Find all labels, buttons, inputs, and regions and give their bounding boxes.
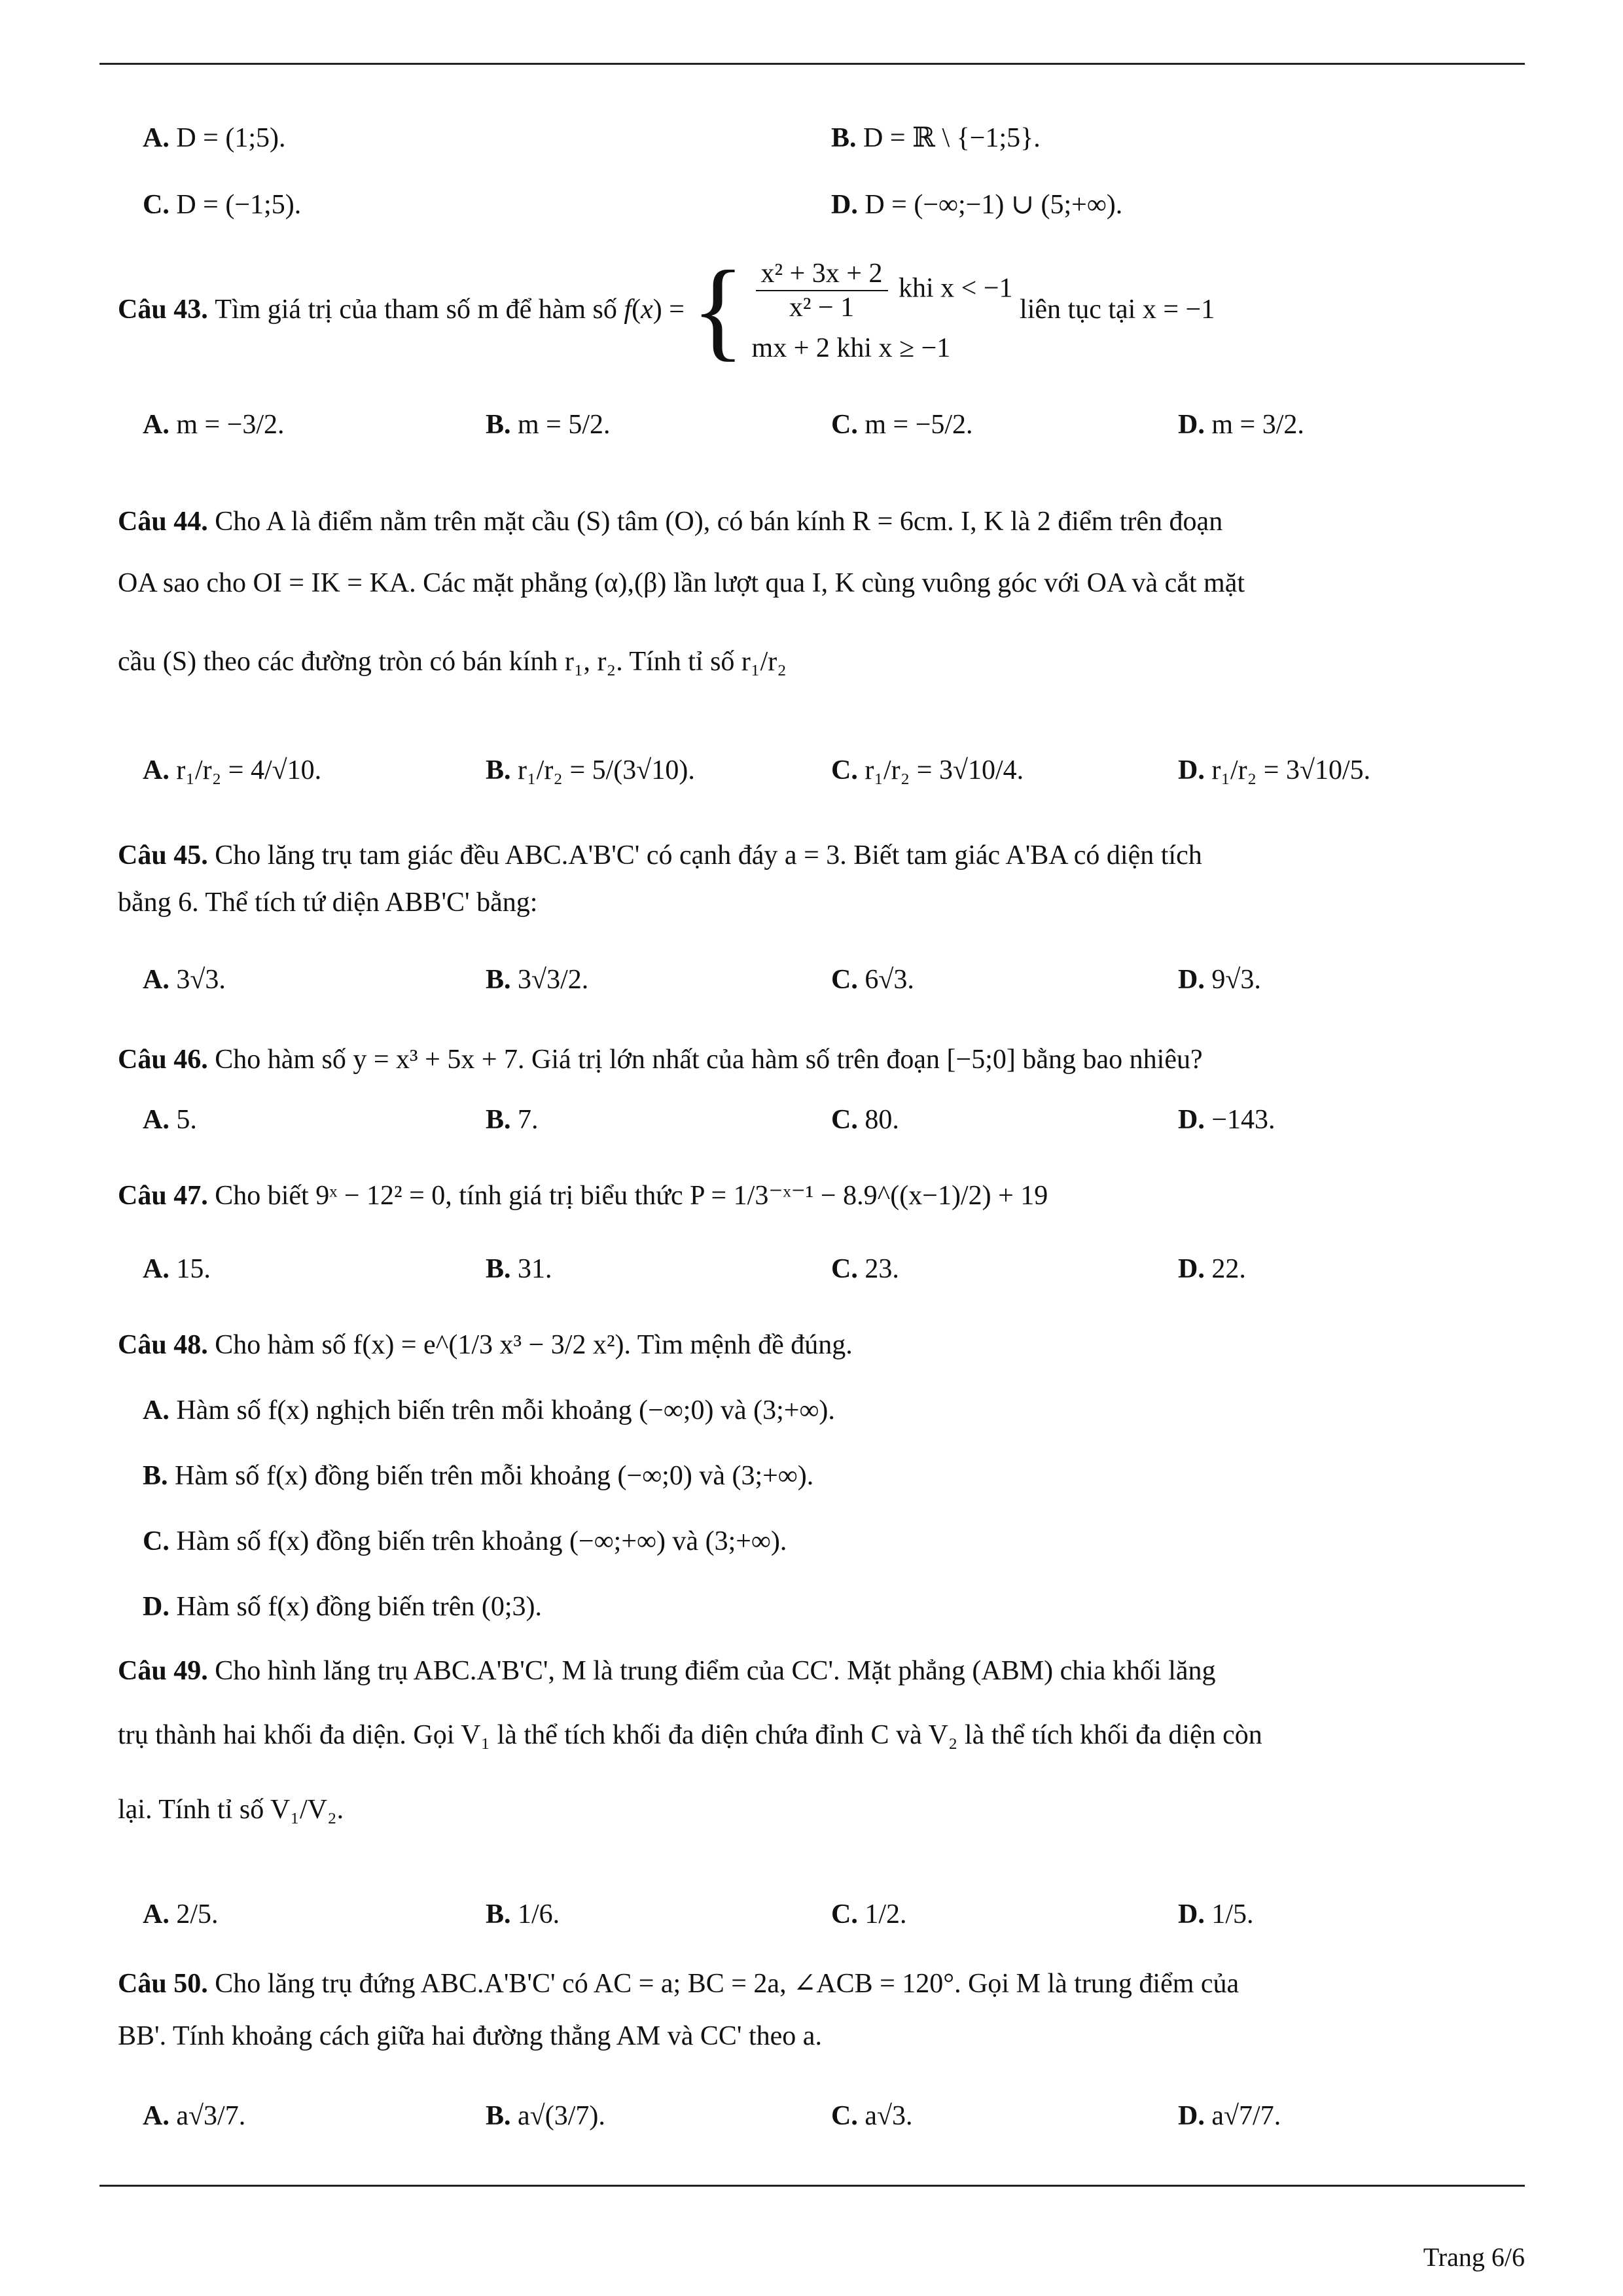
option-label: A.	[143, 123, 169, 153]
option-text: 22.	[1211, 1254, 1246, 1284]
q47-option-c	[831, 1255, 899, 1283]
option-text: 31.	[518, 1254, 552, 1284]
option-text: 3√3/2.	[518, 965, 589, 995]
option-label: A.	[143, 410, 169, 440]
option-label: A.	[143, 1254, 169, 1284]
option-text: m = 3/2.	[1211, 410, 1304, 440]
option-label: B.	[831, 123, 857, 153]
option-label: B.	[486, 965, 511, 995]
q43-option-d	[1178, 411, 1304, 439]
q45-option-b	[486, 966, 588, 994]
case1-numerator: x² + 3x + 2	[756, 257, 888, 291]
option-label: B.	[486, 410, 511, 440]
q49-option-c	[831, 1901, 907, 1928]
q48-option-b	[143, 1462, 813, 1490]
option-text: a√3.	[865, 2101, 913, 2131]
option-text: 5.	[176, 1105, 197, 1135]
question-label: Câu 46.	[118, 1045, 208, 1075]
question-text: Tìm giá trị của tham số m để hàm số	[215, 295, 617, 325]
question-text: Cho lăng trụ đứng ABC.A'B'C' có AC = a; BC = 2a, ∠ACB = 120°. Gọi M là trung điểm của	[215, 1969, 1240, 1999]
option-label: C.	[143, 1526, 169, 1556]
q46-option-d	[1178, 1106, 1275, 1134]
q45-line2	[118, 889, 537, 916]
q48-option-d	[143, 1593, 542, 1621]
q44-line1	[118, 508, 1222, 535]
option-label: D.	[1178, 755, 1205, 785]
option-text: m = −5/2.	[865, 410, 973, 440]
q42-option-a	[143, 124, 286, 152]
question-label: Câu 47.	[118, 1181, 208, 1211]
option-text: D = (−1;5).	[176, 190, 302, 220]
option-label: B.	[486, 755, 511, 785]
option-text: a√3/7.	[176, 2101, 246, 2131]
bottom-rule	[99, 2185, 1525, 2187]
question-label: Câu 44.	[118, 507, 208, 537]
q47-option-a	[143, 1255, 211, 1283]
option-label: C.	[831, 1899, 858, 1929]
piecewise-brace: {	[691, 248, 745, 371]
q44-line3	[118, 648, 787, 675]
option-text: Hàm số f(x) nghịch biến trên mỗi khoảng (−∞;0) và (3;+∞).	[176, 1395, 835, 1426]
q46-option-a	[143, 1106, 197, 1134]
q50-line2	[118, 2022, 822, 2050]
option-label: D.	[143, 1592, 169, 1622]
option-label: A.	[143, 1899, 169, 1929]
q42-option-c	[143, 191, 301, 219]
q46-option-b	[486, 1106, 539, 1134]
option-label: D.	[831, 190, 858, 220]
option-text: 3√3.	[176, 965, 226, 995]
q49-option-d	[1178, 1901, 1254, 1928]
q50-line1	[118, 1970, 1239, 1998]
option-text: 15.	[176, 1254, 211, 1284]
option-label: B.	[486, 1899, 511, 1929]
option-text: m = 5/2.	[518, 410, 611, 440]
question-label: Câu 43.	[118, 295, 208, 325]
case1-fraction	[756, 257, 888, 324]
q49-line1	[118, 1657, 1216, 1685]
option-label: D.	[1178, 1899, 1205, 1929]
q48-option-c	[143, 1528, 787, 1555]
q50-option-c	[831, 2102, 913, 2130]
q44-option-d	[1178, 757, 1370, 784]
q49-line2	[118, 1721, 1262, 1749]
option-text: 80.	[865, 1105, 899, 1135]
q47-option-b	[486, 1255, 552, 1283]
question-text: Cho hình lăng trụ ABC.A'B'C', M là trung điểm của CC'. Mặt phẳng (ABM) chia khối lăng	[215, 1656, 1216, 1686]
option-label: C.	[831, 1105, 858, 1135]
question-text: lại. Tính tỉ số V₁/V₂.	[118, 1795, 344, 1825]
option-label: A.	[143, 965, 169, 995]
option-label: A.	[143, 1105, 169, 1135]
question-text: Cho hàm số y = x³ + 5x + 7. Giá trị lớn nhất của hàm số trên đoạn [−5;0] bằng bao nhiêu?	[215, 1045, 1203, 1075]
option-text: 23.	[865, 1254, 899, 1284]
q44-option-b	[486, 757, 695, 784]
option-text: a√7/7.	[1211, 2101, 1281, 2131]
option-text: 2/5.	[176, 1899, 219, 1929]
option-text: r₁/r₂ = 3√10/5.	[1211, 755, 1371, 785]
q49-option-b	[486, 1901, 560, 1928]
question-text: Cho biết 9ˣ − 12² = 0, tính giá trị biểu thức P = 1/3⁻ˣ⁻¹ − 8.9^((x−1)/2) + 19	[215, 1181, 1048, 1211]
option-label: C.	[831, 410, 858, 440]
option-label: D.	[1178, 2101, 1205, 2131]
q50-option-b	[486, 2102, 605, 2130]
option-text: r₁/r₂ = 3√10/4.	[865, 755, 1024, 785]
q42-option-b	[831, 124, 1041, 152]
q44-option-a	[143, 757, 321, 784]
question-label: Câu 48.	[118, 1330, 208, 1360]
q47-stem	[118, 1182, 1048, 1210]
option-label: C.	[831, 965, 858, 995]
option-text: 6√3.	[865, 965, 914, 995]
q43-option-c	[831, 411, 973, 439]
question-text: Cho hàm số f(x) = e^(1/3 x³ − 3/2 x²). Tìm mệnh đề đúng.	[215, 1330, 853, 1360]
q43-stem: Câu 43. Tìm giá trị của tham số m để hàm số f(x) = { $\frac{\text{x² + 3x + 2}}{\text{x² − 1}}$ khi x < −1 mx + 2 khi x ≥ −1 liên tục tại x = −1	[118, 248, 1215, 371]
option-text: Hàm số f(x) đồng biến trên mỗi khoảng (−∞;0) và (3;+∞).	[175, 1461, 814, 1491]
option-text: D = (−∞;−1) ∪ (5;+∞).	[865, 190, 1123, 220]
question-label: Câu 49.	[118, 1656, 208, 1686]
option-text: D = (1;5).	[176, 123, 286, 153]
option-text: r₁/r₂ = 4/√10.	[176, 755, 322, 785]
q45-option-d	[1178, 966, 1261, 994]
option-text: Hàm số f(x) đồng biến trên khoảng (−∞;+∞) và (3;+∞).	[176, 1526, 787, 1556]
option-text: a√(3/7).	[518, 2101, 605, 2131]
q45-option-c	[831, 966, 914, 994]
q43-option-a	[143, 411, 285, 439]
option-label: B.	[486, 2101, 511, 2131]
question-text: Cho lăng trụ tam giác đều ABC.A'B'C' có cạnh đáy a = 3. Biết tam giác A'BA có diện tích	[215, 840, 1202, 870]
option-text: Hàm số f(x) đồng biến trên (0;3).	[176, 1592, 543, 1622]
option-label: C.	[831, 1254, 858, 1284]
option-text: 7.	[518, 1105, 539, 1135]
option-text: 9√3.	[1211, 965, 1261, 995]
q48-option-a	[143, 1397, 835, 1424]
option-label: C.	[831, 755, 858, 785]
option-label: B.	[486, 1105, 511, 1135]
question-text: bằng 6. Thể tích tứ diện ABB'C' bằng:	[118, 888, 538, 918]
option-text: 1/6.	[518, 1899, 560, 1929]
question-label: Câu 50.	[118, 1969, 208, 1999]
q45-option-a	[143, 966, 226, 994]
q46-stem	[118, 1046, 1203, 1073]
case2: mx + 2 khi x ≥ −1	[751, 333, 951, 363]
question-tail: liên tục tại x = −1	[1020, 295, 1215, 325]
option-label: B.	[486, 1254, 511, 1284]
q45-line1	[118, 842, 1202, 869]
option-label: D.	[1178, 1105, 1205, 1135]
case1-condition: khi x < −1	[899, 273, 1013, 304]
page-number: Trang 6/6	[1423, 2242, 1525, 2272]
question-text: BB'. Tính khoảng cách giữa hai đường thẳng AM và CC' theo a.	[118, 2021, 822, 2051]
option-label: A.	[143, 2101, 169, 2131]
q43-option-b	[486, 411, 611, 439]
question-text: OA sao cho OI = IK = KA. Các mặt phẳng (α),(β) lần lượt qua I, K cùng vuông góc với OA và cắt mặt	[118, 568, 1245, 598]
q46-option-c	[831, 1106, 899, 1134]
q49-line3	[118, 1796, 344, 1823]
question-text: trụ thành hai khối đa diện. Gọi V₁ là thể tích khối đa diện chứa đỉnh C và V₂ là thể tích khối đa diện còn	[118, 1720, 1262, 1750]
q48-stem	[118, 1331, 853, 1359]
option-text: 1/5.	[1211, 1899, 1254, 1929]
option-text: m = −3/2.	[176, 410, 285, 440]
q44-line2	[118, 569, 1245, 597]
top-rule	[99, 63, 1525, 65]
q44-option-c	[831, 757, 1024, 784]
option-label: C.	[143, 190, 169, 220]
case1-denominator: x² − 1	[789, 293, 855, 323]
q50-option-a	[143, 2102, 245, 2130]
question-text: Cho A là điểm nằm trên mặt cầu (S) tâm (O), có bán kính R = 6cm. I, K là 2 điểm trên đoạn	[215, 507, 1223, 537]
option-label: B.	[143, 1461, 168, 1491]
option-text: 1/2.	[865, 1899, 907, 1929]
question-text: cầu (S) theo các đường tròn có bán kính r₁, r₂. Tính tỉ số r₁/r₂	[118, 647, 787, 677]
q47-option-d	[1178, 1255, 1246, 1283]
question-label: Câu 45.	[118, 840, 208, 870]
option-label: D.	[1178, 1254, 1205, 1284]
option-label: A.	[143, 1395, 169, 1426]
q50-option-d	[1178, 2102, 1281, 2130]
option-text: r₁/r₂ = 5/(3√10).	[518, 755, 695, 785]
option-label: A.	[143, 755, 169, 785]
option-label: D.	[1178, 965, 1205, 995]
option-text: −143.	[1211, 1105, 1275, 1135]
option-label: C.	[831, 2101, 858, 2131]
option-text: D = ℝ \ {−1;5}.	[863, 123, 1041, 153]
q49-option-a	[143, 1901, 219, 1928]
piecewise-cases	[752, 252, 1013, 367]
q42-option-d	[831, 191, 1122, 219]
option-label: D.	[1178, 410, 1205, 440]
